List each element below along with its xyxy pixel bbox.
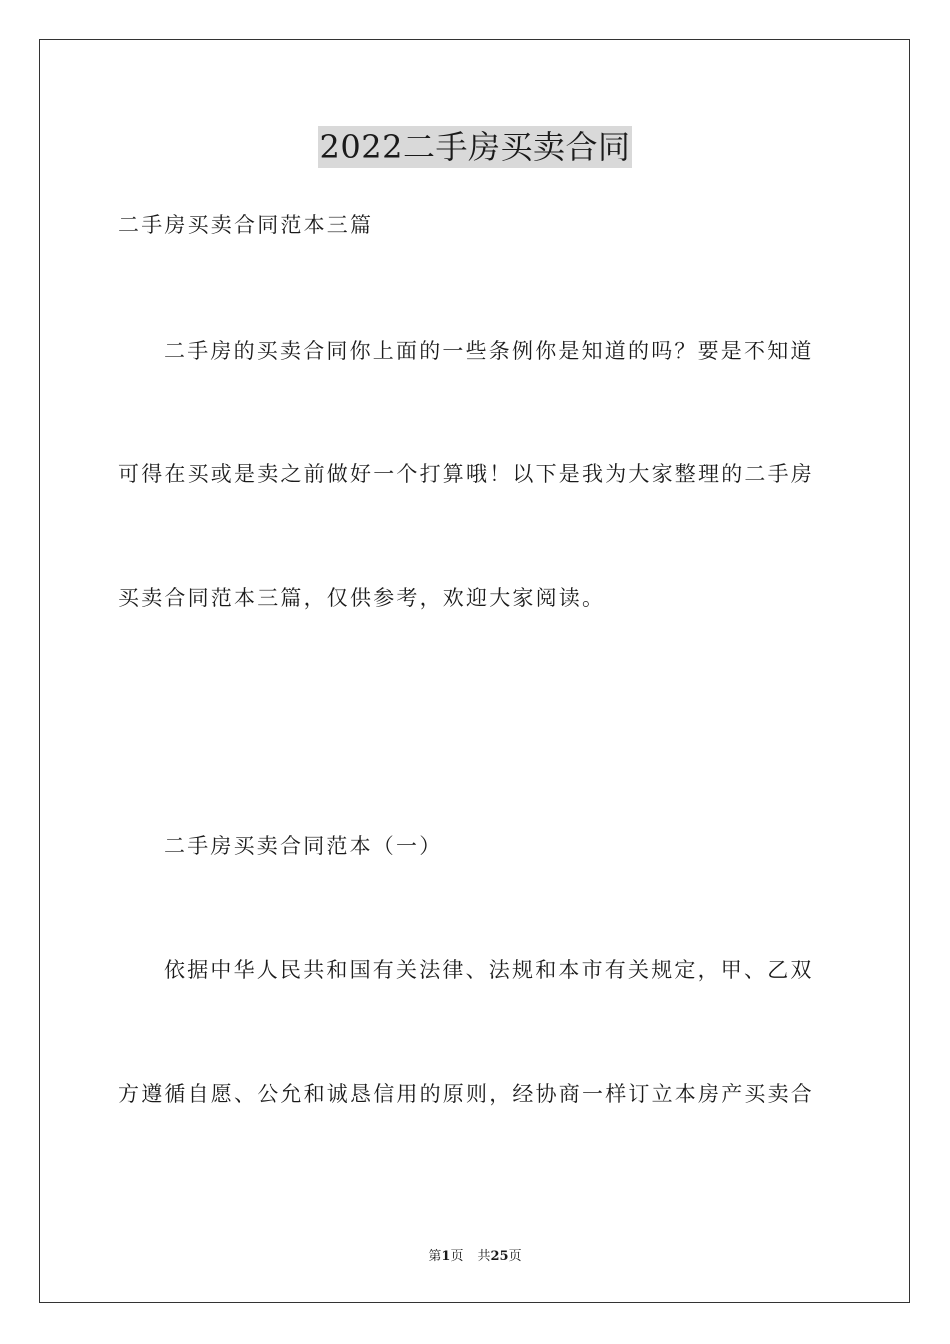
intro-line-3: 买卖合同范本三篇，仅供参考，欢迎大家阅读。 — [118, 586, 606, 610]
page-footer — [0, 1248, 950, 1266]
section-heading: 二手房买卖合同范本（一） — [164, 834, 443, 858]
page-number: 1 — [441, 1249, 451, 1264]
document-subtitle: 二手房买卖合同范本三篇 — [118, 213, 374, 237]
body-line-1: 依据中华人民共和国有关法律、法规和本市有关规定，甲、乙双 — [164, 958, 814, 982]
title-container — [0, 126, 950, 168]
total-prefix: 共 — [477, 1249, 491, 1264]
page-suffix: 页 — [450, 1249, 464, 1264]
intro-line-1: 二手房的买卖合同你上面的一些条例你是知道的吗？要是不知道 — [164, 339, 814, 363]
total-pages: 25 — [490, 1249, 509, 1264]
total-suffix: 页 — [508, 1249, 522, 1264]
body-line-2: 方遵循自愿、公允和诚恳信用的原则，经协商一样订立本房产买卖合 — [118, 1082, 814, 1106]
document-title: 2022二手房买卖合同 — [319, 128, 631, 166]
page-prefix: 第 — [428, 1249, 442, 1264]
intro-line-2: 可得在买或是卖之前做好一个打算哦！以下是我为大家整理的二手房 — [118, 462, 814, 486]
